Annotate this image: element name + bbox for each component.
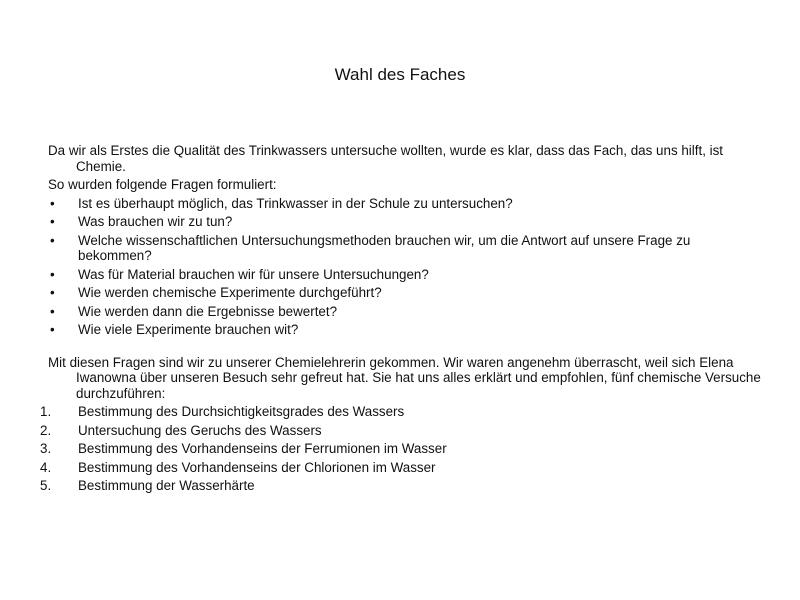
intro-paragraph: Da wir als Erstes die Qualität des Trinkwassers untersuche wollten, wurde es klar, dass das Fach, das uns hilft, ist Chemie. bbox=[48, 143, 724, 174]
experiments-list bbox=[40, 404, 763, 494]
bullet-icon: • bbox=[50, 195, 55, 211]
outro-paragraph: Mit diesen Fragen sind wir zu unserer Chemielehrerin gekommen. Wir waren angenehm überrascht, weil sich Elena Iwanowna über unseren Besuch sehr gefreut hat. Sie hat uns alles erklärt und empfohlen, fünf chemische Versuche durchzuführen: bbox=[48, 354, 761, 401]
slide-content bbox=[40, 143, 763, 497]
question-text: Wie werden chemische Experimente durchgeführt? bbox=[78, 285, 382, 300]
question-item bbox=[48, 214, 763, 230]
experiment-item bbox=[40, 478, 763, 494]
experiment-number: 5. bbox=[40, 478, 52, 493]
experiment-item bbox=[40, 404, 763, 420]
bullet-icon: • bbox=[50, 322, 55, 337]
question-text: Wie viele Experimente brauchen wit? bbox=[78, 322, 299, 337]
question-item bbox=[48, 322, 763, 338]
bullet-icon: • bbox=[50, 303, 55, 319]
bullet-icon: • bbox=[50, 214, 55, 229]
bullet-icon: • bbox=[50, 285, 55, 300]
question-text: Ist es überhaupt möglich, das Trinkwasser in der Schule zu untersuchen? bbox=[78, 195, 513, 211]
question-text: Was brauchen wir zu tun? bbox=[78, 214, 233, 229]
experiment-item bbox=[40, 459, 763, 476]
questions-intro: So wurden folgende Fragen formuliert: bbox=[48, 177, 277, 192]
question-item bbox=[48, 196, 763, 212]
experiment-number: 2. bbox=[40, 422, 52, 438]
question-text: Was für Material brauchen wir für unsere Untersuchungen? bbox=[78, 266, 429, 282]
bullet-icon: • bbox=[50, 232, 55, 248]
experiment-text: Bestimmung des Vorhandenseins der Ferrumionen im Wasser bbox=[78, 441, 447, 456]
slide-title: Wahl des Faches bbox=[334, 65, 466, 84]
question-item bbox=[48, 267, 763, 283]
experiment-item bbox=[40, 441, 763, 457]
experiment-item bbox=[40, 422, 763, 439]
bullet-icon: • bbox=[50, 266, 55, 282]
experiment-text: Bestimmung der Wasserhärte bbox=[78, 478, 255, 493]
question-item bbox=[48, 285, 763, 301]
experiment-text: Bestimmung des Vorhandenseins der Chlorionen im Wasser bbox=[78, 459, 436, 475]
experiment-number: 1. bbox=[40, 404, 52, 419]
question-item bbox=[48, 233, 763, 264]
experiment-number: 4. bbox=[40, 459, 52, 475]
question-item bbox=[48, 304, 763, 320]
experiment-number: 3. bbox=[40, 441, 52, 456]
experiment-text: Untersuchung des Geruchs des Wassers bbox=[78, 422, 322, 438]
question-text: Welche wissenschaftlichen Untersuchungsmethoden brauchen wir, um die Antwort auf unsere Frage zu bekommen? bbox=[78, 232, 691, 263]
questions-list bbox=[48, 196, 763, 338]
experiment-text: Bestimmung des Durchsichtigkeitsgrades des Wassers bbox=[78, 404, 405, 419]
question-text: Wie werden dann die Ergebnisse bewertet? bbox=[78, 303, 338, 319]
